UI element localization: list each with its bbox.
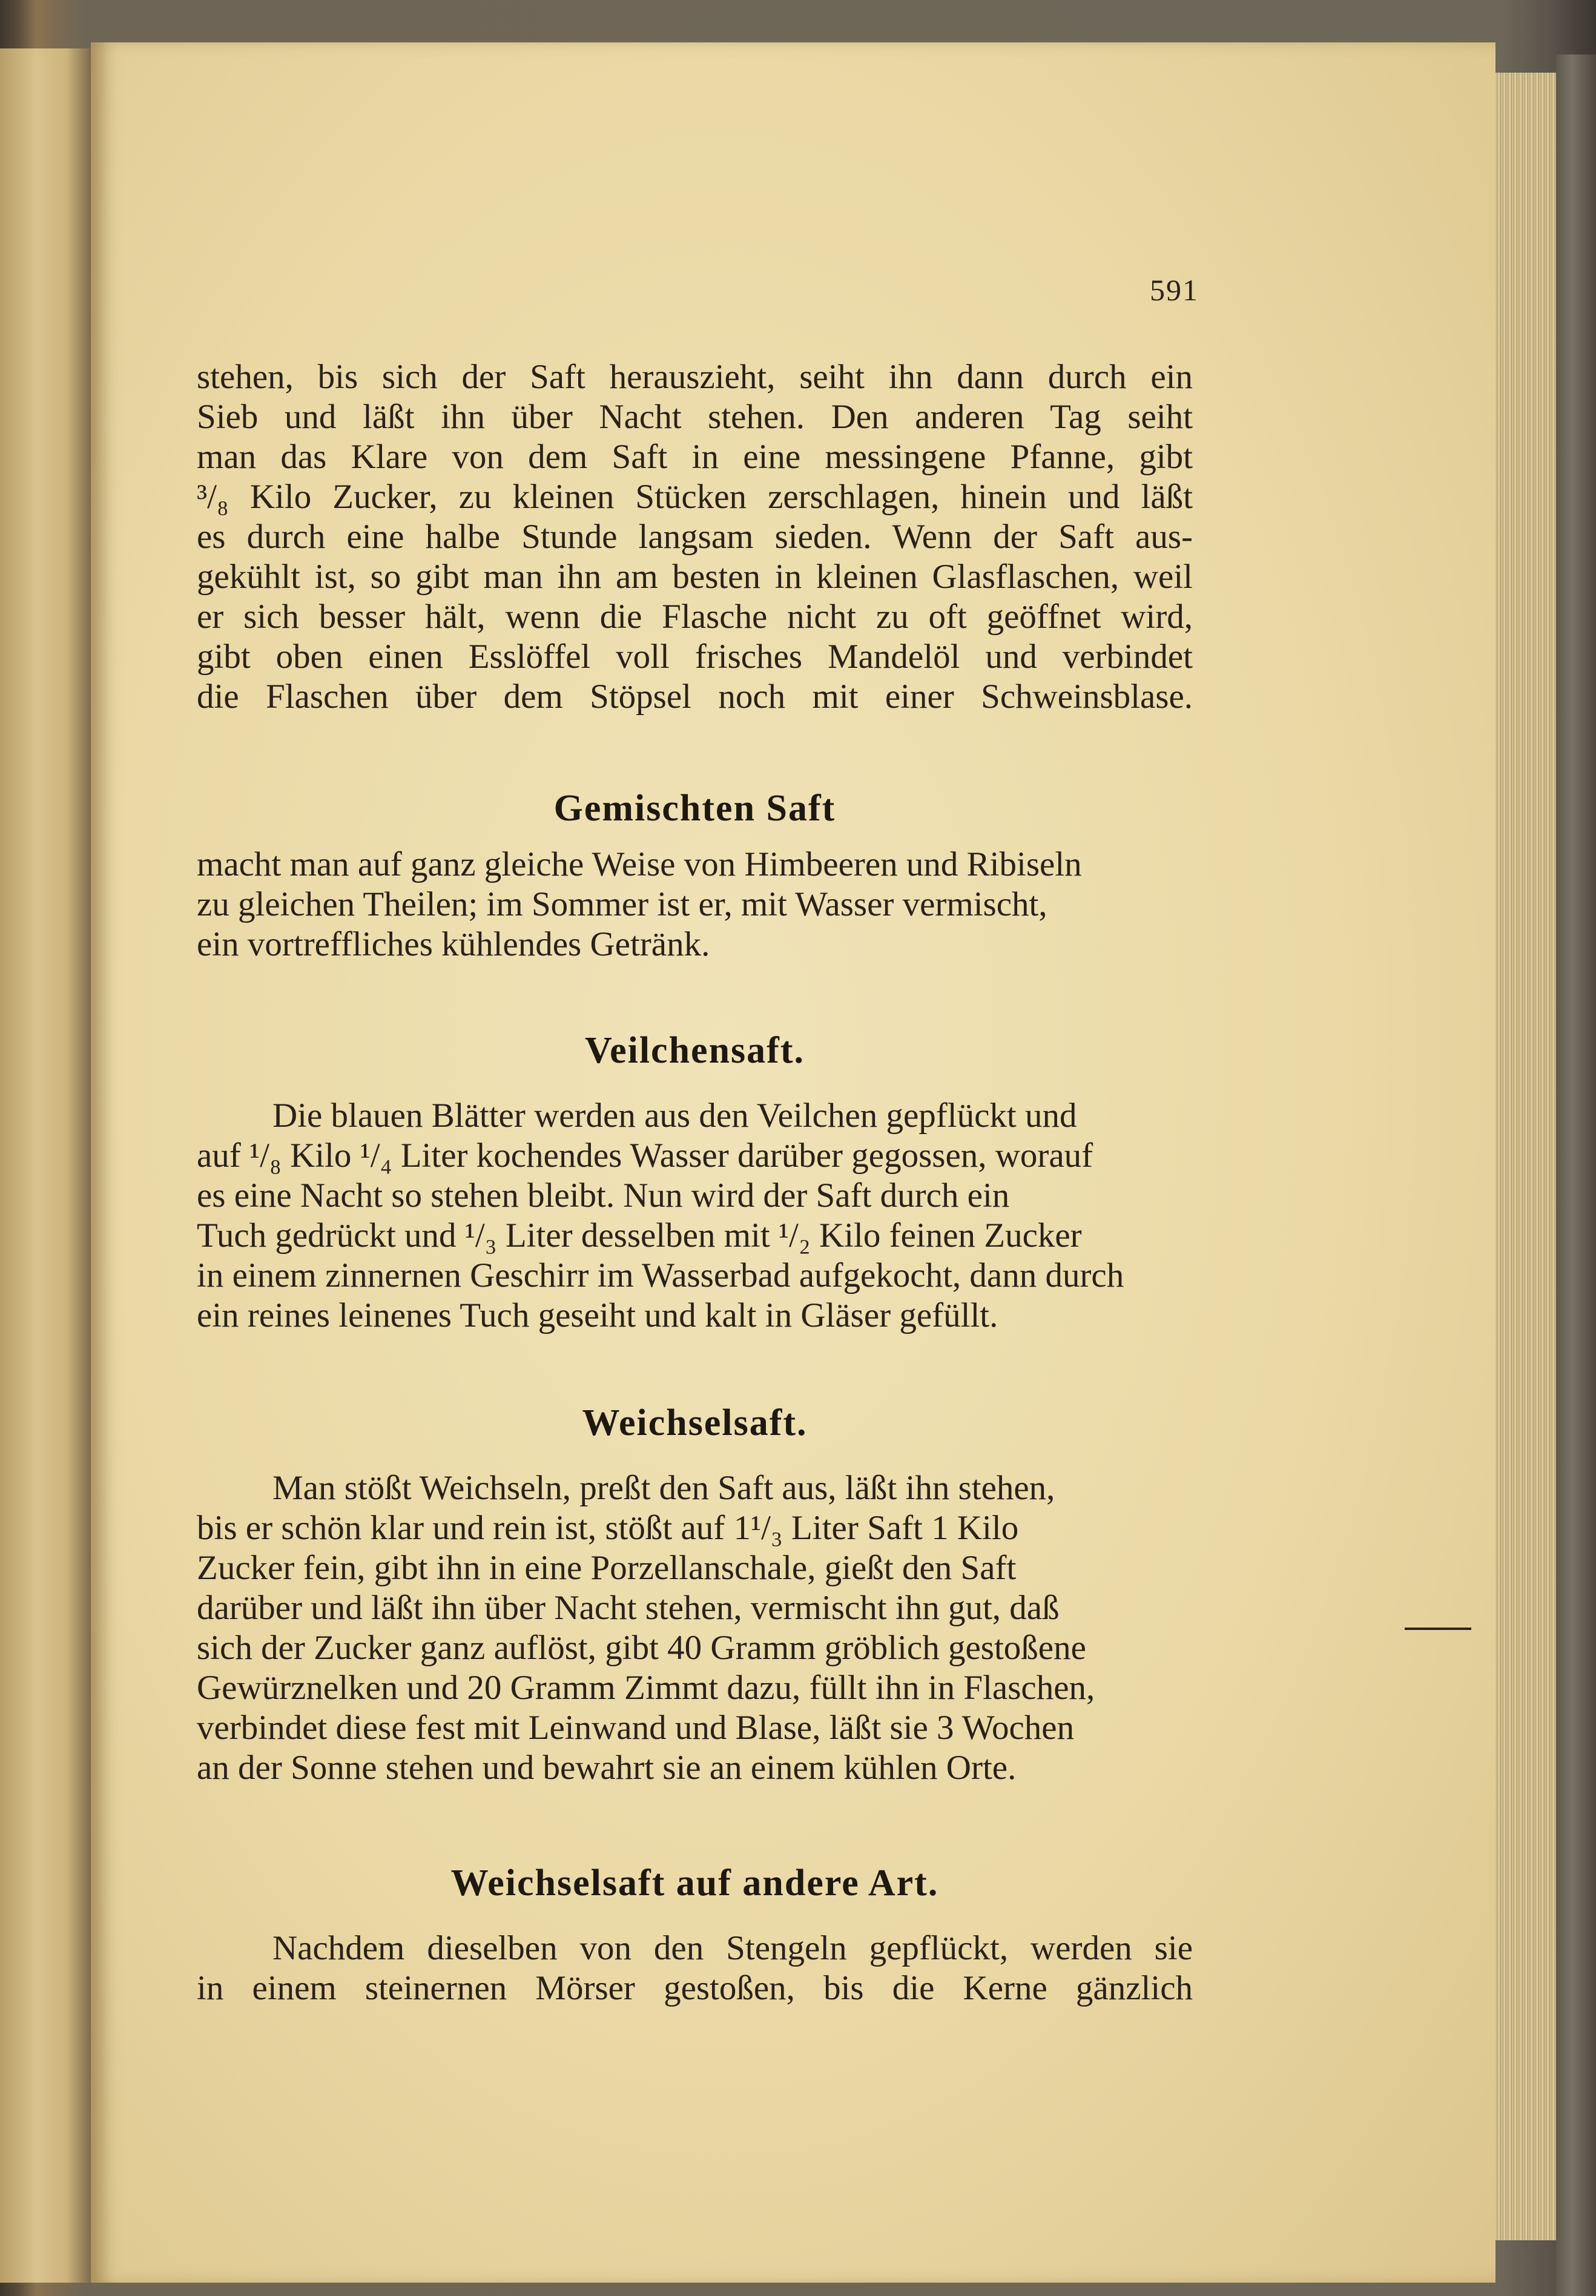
paragraph-veilchensaft: Die blauen Blätter werden aus den Veilchen gepflückt und auf ¹/₈ Kilo ¹/₄ Liter kochendes Wasser darüber gegossen, worauf es eine Nacht so stehen bleibt. Nun wird der Saft durch ein Tuch gedrückt und ¹/₃ Liter desselben mit ¹/₂ Kilo feinen Zucker in einem zinnernen Geschirr im Wasserbad aufgekocht, dann durch ein reines leinenes Tuch geseiht und kalt in Gläser gefüllt. [197, 1097, 1124, 1334]
heading-veilchensaft: Veilchensaft. [585, 1030, 805, 1071]
paragraph-intro: stehen, bis sich der Saft herauszieht, seiht ihn dann durch ein Sieb und läßt ihn über Nacht stehen. Den anderen Tag seiht man das Klare von dem Saft in eine messingene Pfanne, gibt ³/₈ Kilo Zucker, zu kleinen Stücken zerschlagen, hinein und läßt es durch eine halbe Stunde langsam sieden. Wenn der Saft aus- gekühlt ist, so gibt man ihn am besten in kleinen Glasflaschen, weil er sich besser hält, wenn die Flasche nicht zu oft geöffnet wird, gibt oben einen Esslöffel voll frisches Mandelöl und verbindet die Flaschen über dem Stöpsel noch mit einer Schweinsblase. [197, 358, 1193, 716]
left-page-edge [0, 48, 91, 2283]
paragraph-weichselsaft: Man stößt Weichseln, preßt den Saft aus, läßt ihn stehen, bis er schön klar und rein ist, stößt auf 1¹/₃ Liter Saft 1 Kilo Zucker fein, gibt ihn in eine Porzellanschale, gießt den Saft darüber und läßt ihn über Nacht stehen, vermischt ihn gut, daß sich der Zucker ganz auflöst, gibt 40 Gramm gröblich gestoßene Gewürznelken und 20 Gramm Zimmt dazu, füllt ihn in Flaschen, verbindet diese fest mit Leinwand und Blase, läßt sie 3 Wochen an der Sonne stehen und bewahrt sie an einem kühlen Orte. [197, 1469, 1095, 1787]
margin-mark [1405, 1628, 1471, 1630]
heading-weichselsaft: Weichselsaft. [582, 1402, 808, 1443]
heading-weichselsaft-andere-art: Weichselsaft auf andere Art. [450, 1862, 939, 1904]
paragraph-gemischten-saft: macht man auf ganz gleiche Weise von Himbeeren und Ribiseln zu gleichen Theilen; im Sommer ist er, mit Wasser vermischt, ein vortreffliches kühlendes Getränk. [197, 845, 1082, 963]
paragraph-weichselsaft-andere-art: Nachdem dieselben von den Stengeln gepflückt, werden sie in einem steinernen Mörser gestoßen, bis die Kerne gänzlich [197, 1929, 1193, 2007]
book-cover-edge [1556, 54, 1596, 2296]
heading-gemischten-saft: Gemischten Saft [553, 788, 836, 829]
page-number: 591 [1150, 273, 1199, 307]
page-stack-edge [1495, 73, 1556, 2240]
